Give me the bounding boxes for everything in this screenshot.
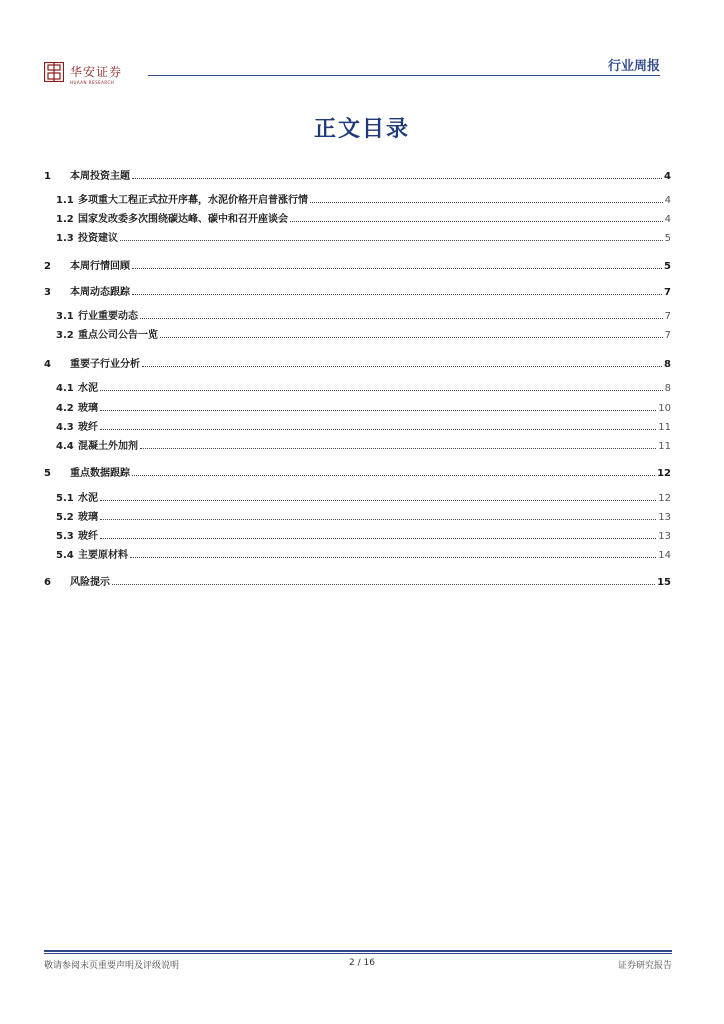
- toc-entry-page: 13: [658, 531, 671, 542]
- toc-entry[interactable]: [44, 308, 671, 322]
- page-header: [0, 0, 724, 90]
- toc-entry-label: 行业重要动态: [78, 311, 138, 322]
- toc-entry[interactable]: [44, 356, 671, 370]
- toc-entry-label: 玻纤: [78, 531, 98, 542]
- toc-entry-page: 8: [664, 359, 671, 370]
- toc-entry-label: 本周动态跟踪: [70, 287, 130, 298]
- toc-title: 正文目录: [313, 116, 410, 142]
- toc-entry-number: 4.1: [56, 383, 74, 394]
- toc-entry-page: 5: [664, 261, 671, 272]
- toc-entry-number: 3: [44, 287, 51, 298]
- toc-entry-label: 玻纤: [78, 422, 98, 433]
- toc-entry-number: 1.2: [56, 214, 74, 225]
- toc-entry-label: 重点公司公告一览: [78, 330, 158, 341]
- toc-entry-label: 玻璃: [78, 403, 98, 414]
- toc-entry-page: 11: [658, 422, 671, 433]
- footer-disclaimer: 敬请参阅末页重要声明及评级说明: [44, 961, 180, 971]
- toc-entry-label: 重要子行业分析: [70, 359, 140, 370]
- toc-entry[interactable]: [44, 327, 671, 341]
- toc-entry[interactable]: [44, 400, 671, 414]
- toc-entry-number: 5.3: [56, 531, 74, 542]
- toc-entry-number: 4: [44, 359, 51, 370]
- header-divider: [148, 75, 660, 76]
- company-name: 华安证券: [70, 65, 123, 79]
- toc-entry[interactable]: [44, 438, 671, 452]
- toc-leader-dots: [160, 337, 663, 338]
- footer-divider: [44, 950, 672, 952]
- toc-entry-page: 7: [664, 287, 671, 298]
- toc-entry-page: 7: [664, 311, 671, 322]
- toc-entry-page: 8: [664, 383, 671, 394]
- toc-entry-number: 3.1: [56, 311, 74, 322]
- toc-leader-dots: [100, 500, 656, 501]
- toc-entry-number: 5.1: [56, 493, 74, 504]
- toc-leader-dots: [100, 410, 656, 411]
- toc-leader-dots: [310, 202, 663, 203]
- toc-entry-label: 本周投资主题: [70, 171, 130, 182]
- toc-entry-label: 主要原材料: [78, 550, 128, 561]
- toc-entry-label: 本周行情回顾: [70, 261, 130, 272]
- footer-divider-thin: [44, 953, 672, 954]
- toc-leader-dots: [120, 240, 663, 241]
- toc-entry[interactable]: [44, 509, 671, 523]
- toc-entry-number: 2: [44, 261, 51, 272]
- toc-entry-page: 14: [658, 550, 671, 561]
- toc-entry[interactable]: [44, 258, 671, 272]
- toc-entry-label: 水泥: [78, 383, 98, 394]
- toc-entry-page: 13: [658, 512, 671, 523]
- toc-entry-page: 15: [657, 577, 671, 588]
- toc-entry[interactable]: [44, 168, 671, 182]
- toc-leader-dots: [100, 429, 656, 430]
- toc-entry-page: 10: [658, 403, 671, 414]
- toc-entry-page: 4: [664, 195, 671, 206]
- toc-leader-dots: [100, 390, 663, 391]
- page-indicator: 2 / 16: [349, 958, 375, 968]
- toc-entry-label: 玻璃: [78, 512, 98, 523]
- huaan-securities-logo-icon: [44, 62, 64, 82]
- toc-entry[interactable]: [44, 284, 671, 298]
- toc-entry-page: 7: [664, 330, 671, 341]
- footer-doc-type: 证券研究报告: [617, 961, 672, 971]
- toc-entry-label: 多项重大工程正式拉开序幕，水泥价格开启普涨行情: [78, 195, 308, 206]
- toc-entry-page: 12: [657, 468, 671, 479]
- toc-entry-number: 1.1: [56, 195, 74, 206]
- toc-entry-label: 国家发改委多次围绕碳达峰、碳中和召开座谈会: [78, 214, 288, 225]
- toc-entry-page: 11: [658, 441, 671, 452]
- toc-entry-number: 4.3: [56, 422, 74, 433]
- toc-leader-dots: [132, 268, 662, 269]
- toc-entry-number: 4.2: [56, 403, 74, 414]
- toc-leader-dots: [100, 538, 656, 539]
- toc-entry-page: 5: [664, 233, 671, 244]
- toc-entry[interactable]: [44, 230, 671, 244]
- toc-leader-dots: [132, 178, 662, 179]
- toc-leader-dots: [142, 366, 662, 367]
- toc-entry[interactable]: [44, 465, 671, 479]
- toc-entry-number: 5.2: [56, 512, 74, 523]
- toc-entry-label: 风险提示: [70, 577, 110, 588]
- toc-leader-dots: [140, 318, 663, 319]
- toc-leader-dots: [132, 294, 662, 295]
- toc-entry-page: 12: [658, 493, 671, 504]
- toc-entry-number: 5: [44, 468, 51, 479]
- toc-leader-dots: [112, 584, 655, 585]
- toc-entry[interactable]: [44, 419, 671, 433]
- toc-leader-dots: [130, 557, 656, 558]
- toc-leader-dots: [140, 448, 656, 449]
- toc-entry-label: 水泥: [78, 493, 98, 504]
- toc-entry-label: 投资建议: [78, 233, 118, 244]
- toc-entry[interactable]: [44, 490, 671, 504]
- toc-entry-page: 4: [664, 171, 671, 182]
- toc-entry[interactable]: [44, 380, 671, 394]
- toc-entry-number: 1: [44, 171, 51, 182]
- toc-entry[interactable]: [44, 528, 671, 542]
- toc-entry-label: 混凝土外加剂: [78, 441, 138, 452]
- toc-entry-page: 4: [664, 214, 671, 225]
- toc-entry-label: 重点数据跟踪: [70, 468, 130, 479]
- toc-entry[interactable]: [44, 574, 671, 588]
- toc-entry[interactable]: [44, 211, 671, 225]
- toc-entry-number: 3.2: [56, 330, 74, 341]
- company-name-en: HUAAN RESEARCH: [70, 80, 115, 85]
- toc-entry[interactable]: [44, 192, 671, 206]
- toc-entry-number: 4.4: [56, 441, 74, 452]
- toc-entry[interactable]: [44, 547, 671, 561]
- toc-entry-number: 5.4: [56, 550, 74, 561]
- toc-leader-dots: [290, 221, 663, 222]
- toc-leader-dots: [100, 519, 656, 520]
- report-type: 行业周报: [607, 59, 660, 74]
- toc-entry-number: 1.3: [56, 233, 74, 244]
- toc-entry-number: 6: [44, 577, 51, 588]
- toc-leader-dots: [132, 475, 655, 476]
